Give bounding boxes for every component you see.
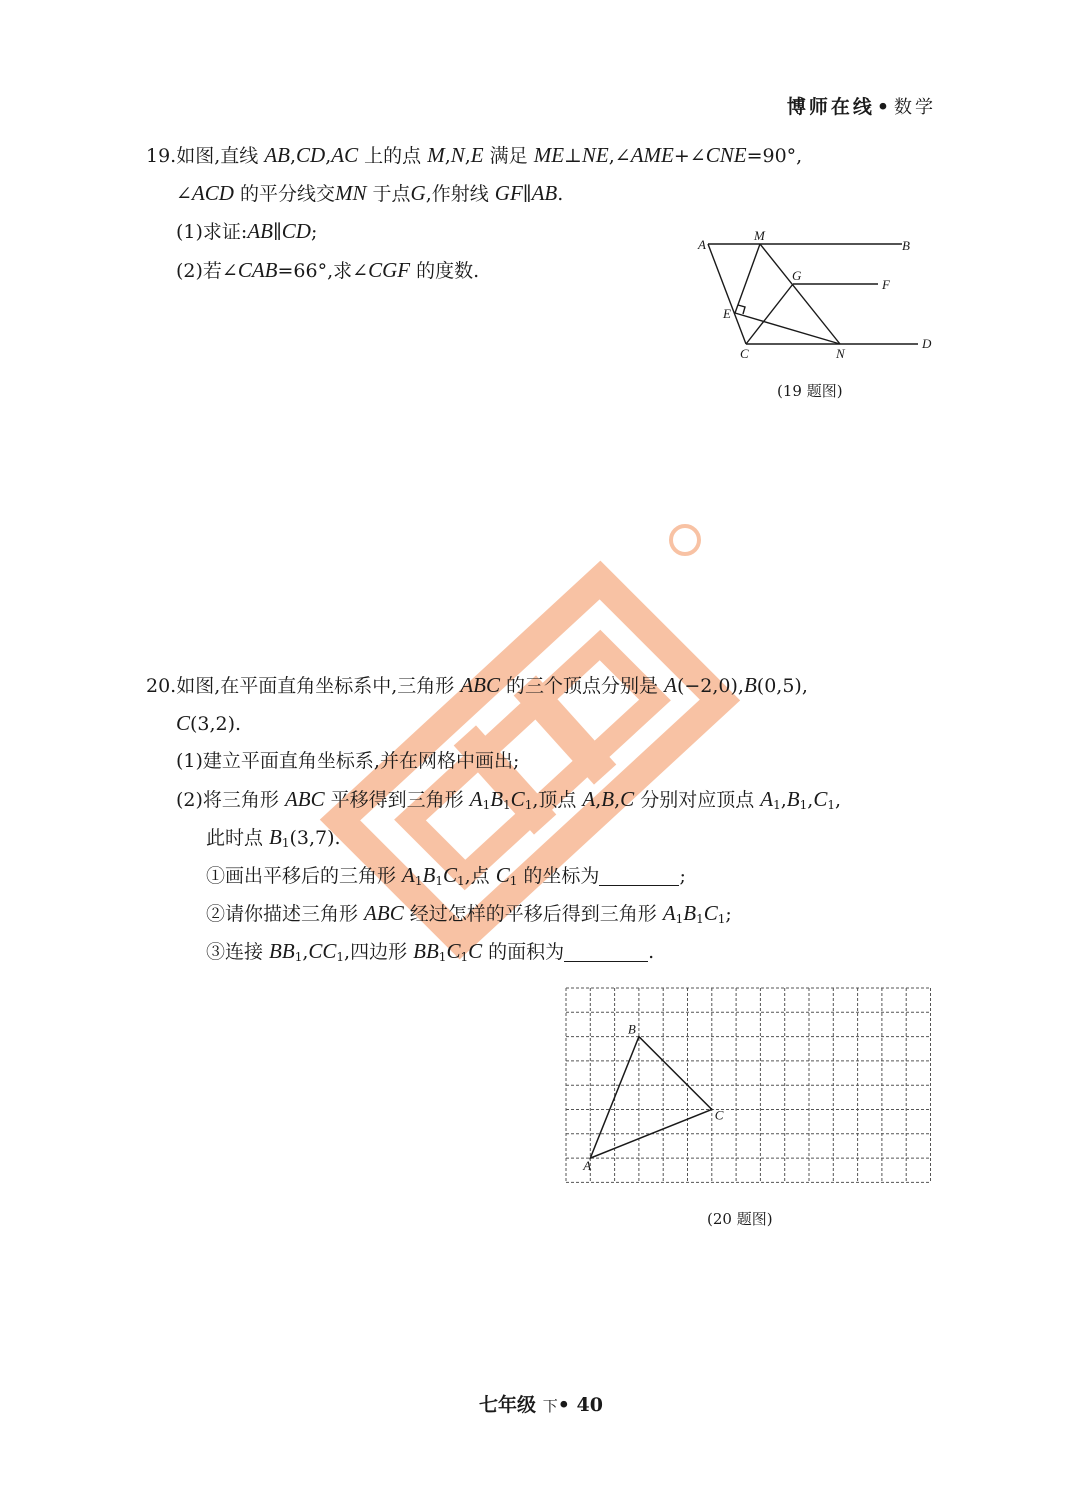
label-b: B xyxy=(902,238,910,253)
q20-number: 20. xyxy=(146,675,177,697)
line-mn xyxy=(760,244,840,344)
header-dot: • xyxy=(876,96,892,118)
line-en xyxy=(735,313,840,344)
line-ac xyxy=(708,244,746,344)
q20-part2: (2)将三角形 ABC 平移得到三角形 $A_1B_1C_1$,顶点 A,B,C 分别对应顶点 $A_1,B_1,C_1$, xyxy=(176,787,842,812)
label-d: D xyxy=(922,336,932,351)
q20-part2b: 此时点 $B_1(3,7)$. xyxy=(206,825,341,850)
answer-blank-c1[interactable] xyxy=(599,865,679,886)
label-c: C xyxy=(714,1107,724,1123)
q19-caption: (19 题图) xyxy=(777,382,843,400)
page-footer xyxy=(0,1390,1082,1417)
footer-dot: • xyxy=(557,1394,570,1416)
line-cg xyxy=(746,284,793,344)
page-header xyxy=(787,92,936,119)
q20-line2: C(3,2). xyxy=(176,711,242,735)
q20-line1: 20.如图,在平面直角坐标系中,三角形 ABC 的三个顶点分别是 A(−2,0),B(0,5), xyxy=(146,673,808,697)
q20-grid-figure xyxy=(560,982,938,1188)
label-a: A xyxy=(698,237,706,252)
q19-part2: (2)若∠CAB=66°,求∠CGF 的度数. xyxy=(176,258,480,282)
subject-name: 数学 xyxy=(894,97,936,118)
label-a: A xyxy=(583,1158,592,1174)
label-m: M xyxy=(754,228,765,243)
label-f: F xyxy=(882,277,890,292)
right-angle-mark xyxy=(738,305,745,314)
brand-name: 博师在线 xyxy=(786,96,875,118)
label-c: C xyxy=(740,346,749,361)
line-me xyxy=(735,244,760,313)
q19-line2: ∠ACD 的平分线交MN 于点G,作射线 GF∥AB. xyxy=(176,181,564,205)
label-n: N xyxy=(836,346,845,361)
page-number: 40 xyxy=(576,1394,603,1416)
q19-part1: (1)求证:AB∥CD; xyxy=(176,219,318,243)
q20-sub1: ①画出平移后的三角形 $A_1B_1C_1$,点 $C_1$ 的坐标为 ; xyxy=(206,863,686,888)
q20-caption: (20 题图) xyxy=(707,1210,773,1228)
triangle-abc xyxy=(590,1037,712,1159)
label-b: B xyxy=(627,1021,636,1037)
q19-line1: 19.如图,直线 AB,CD,AC 上的点 M,N,E 满足 ME⊥NE,∠AME+∠CNE=90°, xyxy=(146,143,803,167)
q20-part1: (1)建立平面直角坐标系,并在网格中画出; xyxy=(176,750,520,772)
term-label: 下 xyxy=(542,1397,558,1415)
q20-sub3: ③连接 $BB_1,CC_1$,四边形 $BB_1C_1C$ 的面积为 . xyxy=(206,939,655,964)
label-g: G xyxy=(792,268,802,283)
label-e: E xyxy=(723,306,731,321)
q19-number: 19. xyxy=(146,145,177,167)
grade-label: 七年级 xyxy=(479,1394,537,1416)
q19-figure xyxy=(690,225,950,365)
q20-sub2: ②请你描述三角形 ABC 经过怎样的平移后得到三角形 $A_1B_1C_1$; xyxy=(206,901,732,926)
answer-blank-area[interactable] xyxy=(564,941,648,962)
